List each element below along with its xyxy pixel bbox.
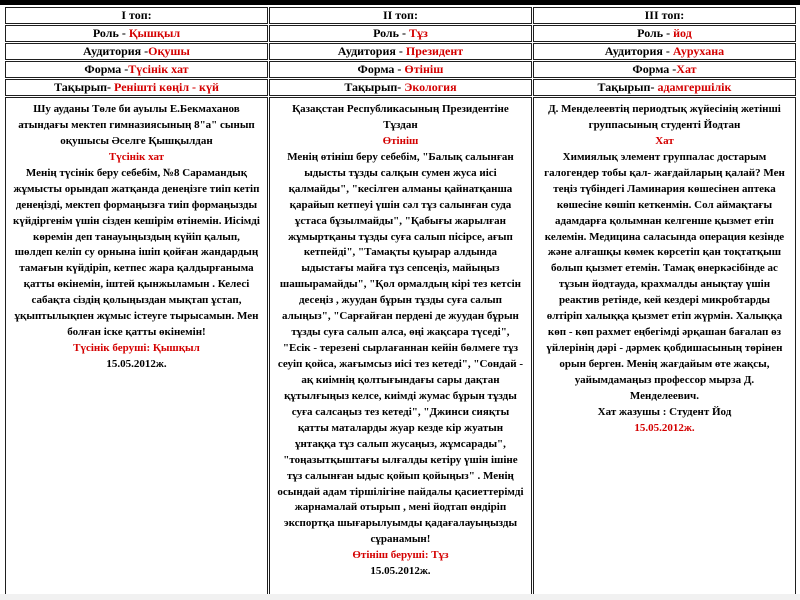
group-3-form-cell (533, 61, 796, 78)
letter-signature: Өтініш беруші: Тұз (352, 549, 449, 562)
group-2-form-cell (269, 61, 532, 78)
form-row (5, 61, 796, 78)
topic-row (5, 79, 796, 96)
topic-label: Тақырып- (344, 80, 405, 94)
letter-date: 15.05.2012ж. (370, 565, 431, 578)
audience-row (5, 43, 796, 60)
audience-label: Аудитория - (337, 44, 406, 58)
top-band (0, 0, 800, 5)
form-label: Форма - (632, 62, 677, 76)
role-value: Тұз (409, 26, 428, 40)
letters-row (5, 97, 796, 597)
audience-label: Аудитория - (83, 44, 149, 58)
letter-addressee: Шу ауданы Төле би ауылы Е.Бекмаханов атындағы мектеп гимназиясының 8"а" сынып оқушысы Әселге Қышқылдан (18, 103, 255, 147)
letter-text: Химиялық элемент группалас достарым галогендер тобы қал- жағдайларың қалай? Мен теңіз түбіндегі Ламинария көшесінен аптека көшесіне көшіп кеткенмін. Сол аймақтағы адамдарға қолымнан келгенше қызмет етіп келемін. Медицина саласында операция кезінде және алғашқы көмек көрсетіп қан тоқтатқыш болып қызмет етемін. Тамақ өнеркәсібінде ас тұзын йодтауда, крахмалды анықтау үшін реактив ретінде, кей кездері микробтарды өлтіріп халыққа қызмет етіп жүрмін. Халыққа көп - көп рахмет еңбегімді әрқашан бағалап өз үйлерінің дәрі - дәрмек қобдишасының төрінен орын берген. Менің жағдайым өте жақсы, уайымдамаңыз профессор мырза Д. Менделеевич. (544, 150, 785, 402)
form-label: Форма - (84, 62, 129, 76)
audience-label: Аудитория - (604, 44, 673, 58)
bottom-strip (0, 594, 800, 600)
topic-value: Экология (404, 80, 457, 94)
form-label: Форма - (357, 62, 405, 76)
role-value: йод (673, 26, 692, 40)
role-value: Қышқыл (128, 26, 181, 40)
topic-label: Тақырып- (54, 80, 115, 94)
audience-value: Аурухана (672, 44, 725, 58)
letter-signature: Хат жазушы : Студент Йод (597, 405, 732, 418)
letter-title: Түсінік хат (108, 150, 165, 163)
form-value: Түсінік хат (128, 62, 189, 76)
topic-value: Ренішті көңіл - күй (114, 80, 219, 94)
group-header-row (5, 7, 796, 24)
letter-addressee: Д. Менделеевтің периодтық жүйесінің жетінші группасының студенті Йодтан (548, 103, 781, 131)
role-label: Роль - (92, 26, 129, 40)
letter-date: 15.05.2012ж. (106, 358, 167, 370)
group-1-letter-cell (5, 97, 268, 597)
group-3-letter-cell (533, 97, 796, 597)
letter-date: 15.05.2012ж. (634, 421, 695, 434)
role-label: Роль - (637, 26, 674, 40)
group-2-audience-cell (269, 43, 532, 60)
letter-title: Өтініш (382, 134, 419, 147)
letter-text: Менің өтініш беру себебім, "Балық салынған ыдысты тұзды салқын сумен жуса иісі қалмайды", "кесілген алманы қайнатқанша қарайып кетпеуі үшін сәл тұз салынған суда ұстаса бұзылмайды", "Қабығы жарылған жұмыртқаны тұзды суға салып пісірсе, ағып кетпейді", "Тамақты қуырар алдында ыдыстағы майға тұз сепсеңіз, майыңыз шашырамайды", "Қол ормалдың кірі тез кетсін десеңіз , жуудан бұрын тұзды суға салып алыңыз", "Сарғайған пердені де жуудан бұрын тұзды суға салып алса, өңі жақсара түседі", "Есік - терезені сырлағаннан кейін бөлмеге тұз сеуіп қойса, жағымсыз иісі тез кетеді", "Сондай - ақ киімнің қолтығындағы сары дақтан құтылғыңыз келсе, киімді жумас бұрын тұзды суға салсаңыз тез кетеді", "Джинси сияқты қатты маталарды жуар кезде кір жуатын ұнтаққа тұз салып жусаңыз, жұмсарады", "тоңазытқыштағы ылғалды кетіру үшін ішіне тұз салынған ыдыс қойып қойыңыз" . Менің осындай адам тіршілігіне пайдалы қасиеттерімді жарнамалай отырып , мені йодтап өндіріп экспортқа шығарылуымды қадағалауыңызды сұранамын! (277, 150, 524, 546)
audience-value: Президент (405, 44, 464, 58)
letter-addressee: Қазақстан Республикасының Президентіне Тұздан (292, 103, 509, 131)
group-2-header: ІІ топ: (269, 7, 532, 24)
topic-label: Тақырып- (597, 80, 658, 94)
group-1-form-cell (5, 61, 268, 78)
group-1-role-cell (5, 25, 268, 42)
groups-table (4, 6, 797, 598)
letter-text: Менің түсінік беру себебім, №8 Сарамандық жұмысты орындап жатқанда денеңізге тиіп кетіп денеңізді, мектеп формаңызға тиіп формаңызды күйдіргенім үшін сізден кешірім өтінемін. Иісімді көремін деп танауыңыздың күйіп қалып, шөлдеп келіп су орнына ішіп қойған жандардың тамағын күйдіріп, кетпес жара қалдырғаныма қатты өкінемін, іштей қынжыламын . Келесі сабақта сіздің қолыңыздан мықтап ұстап, ұқыптылықпен жұмыс істеуге тырысамын. Мен болған іске қатты өкінемін! (13, 166, 260, 339)
group-2-topic-cell (269, 79, 532, 96)
audience-value: Оқушы (148, 44, 190, 58)
letter-title: Хат (655, 134, 674, 147)
role-row (5, 25, 796, 42)
letter-signature: Түсінік беруші: Қышқыл (73, 342, 200, 355)
topic-value: адамгершілік (657, 80, 732, 94)
group-2-letter-cell (269, 97, 532, 597)
form-value: Хат (676, 62, 697, 76)
group-3-header: ІІІ топ: (533, 7, 796, 24)
group-2-role-cell (269, 25, 532, 42)
group-1-audience-cell (5, 43, 268, 60)
group-1-topic-cell (5, 79, 268, 96)
group-3-topic-cell (533, 79, 796, 96)
group-1-header: І топ: (5, 7, 268, 24)
role-label: Роль - (373, 26, 410, 40)
group-3-role-cell (533, 25, 796, 42)
group-3-audience-cell (533, 43, 796, 60)
form-value: Өтініш (404, 62, 444, 76)
